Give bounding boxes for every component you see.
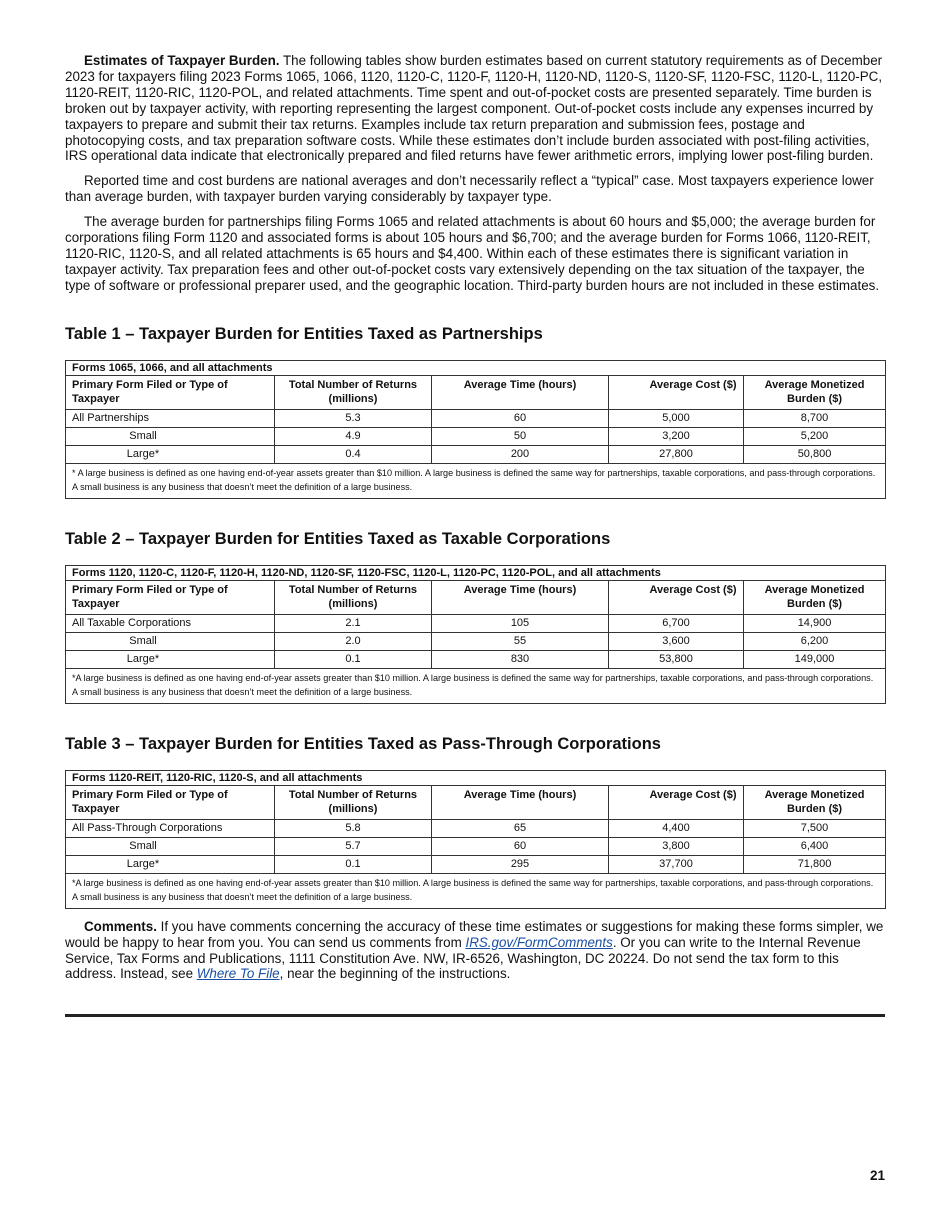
cell-time: 830 [432,650,609,668]
form-comments-link[interactable]: IRS.gov/FormComments [465,934,613,950]
cell-burden: 7,500 [744,819,886,837]
table-row [66,650,886,668]
header-returns: Total Number of Returns (millions) [275,580,432,614]
table-row [66,632,886,650]
row-label: Small [66,427,275,445]
row-label: Large* [66,855,275,873]
header-form-type: Primary Form Filed or Type of Taxpayer [66,580,275,614]
cell-time: 65 [432,819,609,837]
horizontal-rule [65,1014,885,1017]
intro-paragraph-1 [65,53,885,164]
cell-cost: 27,800 [609,445,744,463]
cell-returns: 2.0 [275,632,432,650]
header-form-type: Primary Form Filed or Type of Taxpayer [66,785,275,819]
table-row [66,445,886,463]
table-3-title: Table 3 – Taxpayer Burden for Entities Taxed as Pass-Through Corporations [65,734,661,753]
row-label: All Pass-Through Corporations [66,819,275,837]
cell-cost: 3,600 [609,632,744,650]
row-label: All Partnerships [66,409,275,427]
header-time: Average Time (hours) [432,375,609,409]
intro-paragraph-1-text: The following tables show burden estimates based on current statutory requirements as of December 2023 for taxpayers filing 2023 Forms 1065, 1066, 1120, 1120-C, 1120-F, 1120-H, 1120-ND, 1120-S, 1120-SF, 1120-FSC, 1120-L, 1120-PC, 1120-REIT, 1120-RIC, 1120-POL, and related attachments. Time spent and out-of-pocket costs are presented separately. Time burden is broken out by taxpayer activity, with reporting representing the largest component. Out-of-pocket costs include any expenses incurred by taxpayers to prepare and submit their tax returns. Examples include tax return preparation and submission fees, postage and photocopying costs, and tax preparation software costs. While these estimates don’t include burden associated with post-filing activities, IRS operational data indicate that electronically prepared and filed returns have fewer arithmetic errors, implying lower post-filing burden. [65,53,883,164]
cell-burden: 6,400 [744,837,886,855]
row-label: Small [66,632,275,650]
table-1 [65,360,886,499]
header-form-type: Primary Form Filed or Type of Taxpayer [66,375,275,409]
cell-burden: 71,800 [744,855,886,873]
cell-time: 60 [432,837,609,855]
header-cost: Average Cost ($) [609,785,744,819]
table-1-caption: Forms 1065, 1066, and all attachments [66,360,886,375]
table-3 [65,770,886,909]
comments-text-3: , near the beginning of the instructions. [279,966,511,982]
comments-paragraph [65,919,885,983]
table-row [66,855,886,873]
table-2-title: Table 2 – Taxpayer Burden for Entities Taxed as Taxable Corporations [65,529,611,548]
header-time: Average Time (hours) [432,785,609,819]
page-number: 21 [869,1168,885,1183]
table-row [66,614,886,632]
cell-burden: 149,000 [744,650,886,668]
table-row [66,837,886,855]
cell-time: 295 [432,855,609,873]
header-burden: Average Monetized Burden ($) [744,375,886,409]
comments-text-1: If you have comments concerning the accuracy of these time estimates or suggestions for making these forms simpler, we would be happy to hear from you. You can send us comments from [65,918,884,950]
cell-cost: 37,700 [609,855,744,873]
cell-cost: 6,700 [609,614,744,632]
burden-heading: Estimates of Taxpayer Burden. [84,53,280,68]
row-label: Large* [66,445,275,463]
table-row [66,819,886,837]
cell-burden: 5,200 [744,427,886,445]
table-3-footnote: *A large business is defined as one having end-of-year assets greater than $10 million. A large business is defined the same way for partnerships, taxable corporations, and pass-through corporations. A small business is any business that doesn’t meet the definition of a large business. [66,873,886,908]
cell-cost: 53,800 [609,650,744,668]
cell-returns: 2.1 [275,614,432,632]
cell-returns: 5.7 [275,837,432,855]
cell-returns: 5.8 [275,819,432,837]
cell-returns: 0.1 [275,650,432,668]
cell-returns: 5.3 [275,409,432,427]
table-2-footnote: *A large business is defined as one having end-of-year assets greater than $10 million. A large business is defined the same way for partnerships, taxable corporations, and pass-through corporations. A small business is any business that doesn’t meet the definition of a large business. [66,668,886,703]
cell-cost: 3,800 [609,837,744,855]
header-cost: Average Cost ($) [609,375,744,409]
intro-paragraph-2: Reported time and cost burdens are national averages and don’t necessarily reflect a “typical” case. Most taxpayers experience lower than average burden, with taxpayer burden varying considerably by taxpayer type. [65,173,874,205]
table-1-title: Table 1 – Taxpayer Burden for Entities Taxed as Partnerships [65,324,543,343]
where-to-file-link[interactable]: Where To File [196,966,280,982]
table-row [66,409,886,427]
comments-heading: Comments. [84,918,157,934]
row-label: All Taxable Corporations [66,614,275,632]
cell-cost: 4,400 [609,819,744,837]
header-returns: Total Number of Returns (millions) [275,785,432,819]
cell-burden: 14,900 [744,614,886,632]
table-3-caption: Forms 1120-REIT, 1120-RIC, 1120-S, and all attachments [66,770,886,785]
cell-time: 55 [432,632,609,650]
page-content [65,53,885,991]
cell-returns: 0.1 [275,855,432,873]
table-row [66,427,886,445]
cell-time: 60 [432,409,609,427]
header-burden: Average Monetized Burden ($) [744,580,886,614]
row-label: Large* [66,650,275,668]
table-1-footnote: * A large business is defined as one having end-of-year assets greater than $10 million. A large business is defined the same way for partnerships, taxable corporations, and pass-through corporations. A small business is any business that doesn’t meet the definition of a large business. [66,463,886,498]
header-returns: Total Number of Returns (millions) [275,375,432,409]
cell-burden: 50,800 [744,445,886,463]
header-cost: Average Cost ($) [609,580,744,614]
cell-cost: 3,200 [609,427,744,445]
header-burden: Average Monetized Burden ($) [744,785,886,819]
header-time: Average Time (hours) [432,580,609,614]
cell-returns: 0.4 [275,445,432,463]
cell-burden: 8,700 [744,409,886,427]
table-2-caption: Forms 1120, 1120-C, 1120-F, 1120-H, 1120-ND, 1120-SF, 1120-FSC, 1120-L, 1120-PC, 1120-POL, and all attachments [66,565,886,580]
table-2 [65,565,886,704]
cell-time: 200 [432,445,609,463]
intro-paragraph-3: The average burden for partnerships filing Forms 1065 and related attachments is about 60 hours and $5,000; the average burden for corporations filing Form 1120 and associated forms is about 105 hours and $6,700; and the average burden for Forms 1066, 1120-REIT, 1120-RIC, 1120-S, and all related attachments is 65 hours and $4,400. Within each of these estimates there is significant variation in taxpayer activity. Tax preparation fees and other out-of-pocket costs vary extensively depending on the tax situation of the taxpayer, the type of software or professional preparer used, and the geographic location. Third-party burden hours are not included in these estimates. [65,214,880,293]
row-label: Small [66,837,275,855]
cell-burden: 6,200 [744,632,886,650]
cell-returns: 4.9 [275,427,432,445]
cell-time: 105 [432,614,609,632]
cell-cost: 5,000 [609,409,744,427]
cell-time: 50 [432,427,609,445]
comments-text-2: . Or you can write to the Internal Revenue Service, Tax Forms and Publications, 1111 Constitution Ave. NW, IR-6526, Washington, DC 20224. Do not send the tax form to this address. Instead, see [65,934,861,982]
